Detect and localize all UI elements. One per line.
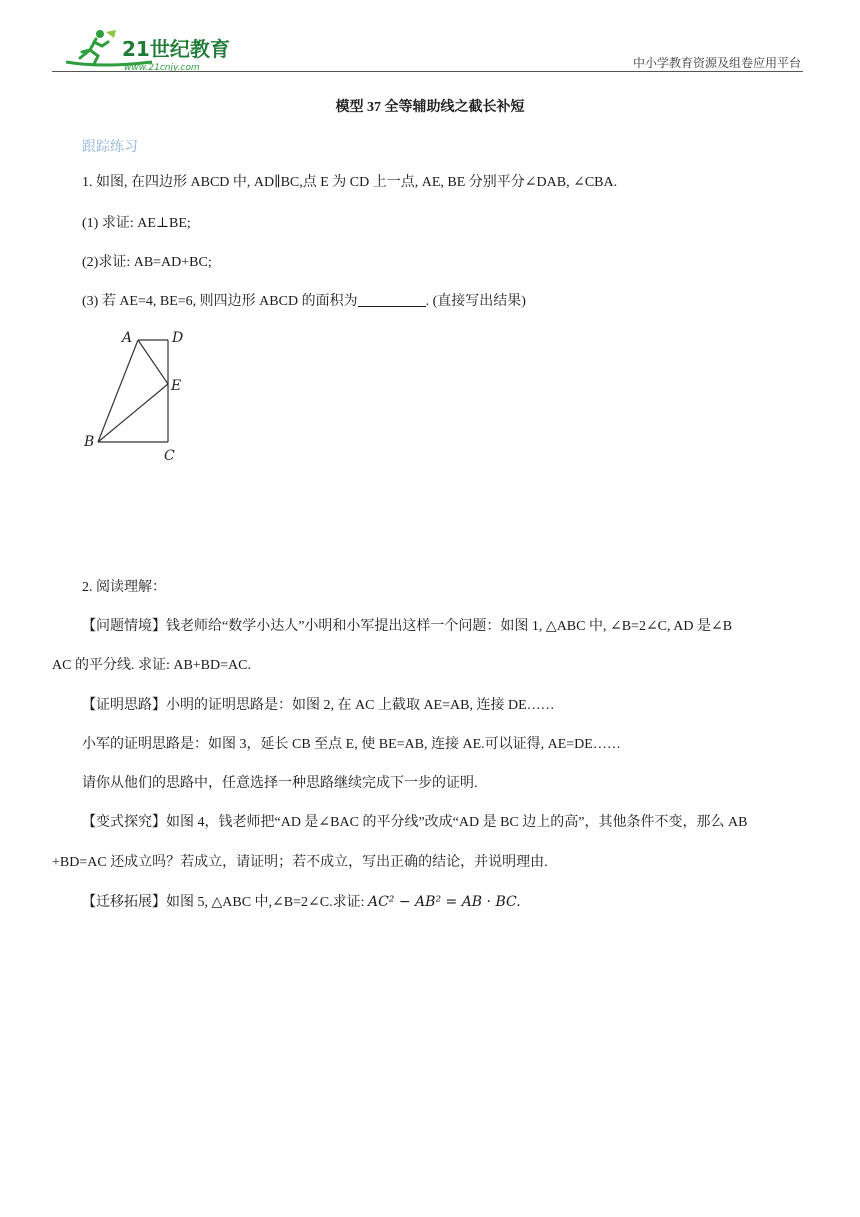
- q1-stem: 1. 如图, 在四边形 ABCD 中, AD∥BC,点 E 为 CD 上一点, AE, BE 分别平分∠DAB, ∠CBA.: [82, 175, 618, 190]
- segment-ab: [98, 340, 138, 442]
- q2-line8-text: 【迁移拓展】如图 5, △ABC 中,∠B=2∠C.求证:: [82, 895, 368, 910]
- q1-part3-text: (3) 若 AE=4, BE=6, 则四边形 ABCD 的面积为: [82, 294, 358, 309]
- q2-line6: 【变式探究】如图 4，钱老师把“AD 是∠BAC 的平分线”改成“AD 是 BC 边上的高”，其他条件不变，那么 AB: [82, 815, 748, 830]
- q2-line7: +BD=AC 还成立吗？若成立，请证明；若不成立，写出正确的结论，并说明理由.: [52, 855, 548, 870]
- segment-be: [98, 384, 168, 442]
- 21cnjy-logo: [62, 28, 242, 72]
- label-a: A: [122, 330, 133, 346]
- segment-ae: [138, 340, 168, 384]
- q2-heading: 2. 阅读理解：: [82, 580, 166, 595]
- q2-line4: 小军的证明思路是：如图 3，延长 CB 至点 E, 使 BE=AB, 连接 AE.可以证得, AE=DE……: [82, 737, 621, 752]
- page-header: [52, 24, 803, 72]
- q1-part3: [82, 292, 526, 312]
- q1-part3-tail: . (直接写出结果): [425, 294, 526, 309]
- q1-part1: (1) 求证: AE⊥BE;: [82, 216, 191, 231]
- label-b: B: [84, 434, 95, 450]
- q2-line5: 请你从他们的思路中，任意选择一种思路继续完成下一步的证明.: [82, 776, 478, 791]
- label-d: D: [172, 330, 184, 346]
- label-c: C: [164, 448, 175, 464]
- q2-line1: 【问题情境】钱老师给“数学小达人”小明和小军提出这样一个问题：如图 1, △ABC 中, ∠B=2∠C, AD 是∠B: [82, 619, 733, 634]
- quadrilateral-figure: [80, 324, 190, 464]
- q2-line8-formula: AC² − AB² = AB · BC.: [367, 894, 521, 910]
- section-label: 跟踪练习: [82, 139, 138, 155]
- logo-url: www.21cnjy.com: [124, 63, 200, 72]
- q2-line3: 【证明思路】小明的证明思路是：如图 2, 在 AC 上截取 AE=AB, 连接 DE……: [82, 698, 555, 713]
- q1-part2: (2)求证: AB=AD+BC;: [82, 255, 212, 270]
- label-e: E: [171, 378, 182, 394]
- answer-blank: [358, 292, 426, 307]
- logo-text: 21世纪教育: [122, 37, 230, 61]
- q2-line2: AC 的平分线. 求证: AB+BD=AC.: [52, 658, 251, 673]
- header-divider: [52, 71, 803, 72]
- q2-line8: [82, 892, 521, 913]
- document-title: 模型 37 全等辅助线之截长补短: [335, 100, 525, 115]
- platform-name: 中小学教育资源及组卷应用平台: [632, 56, 801, 70]
